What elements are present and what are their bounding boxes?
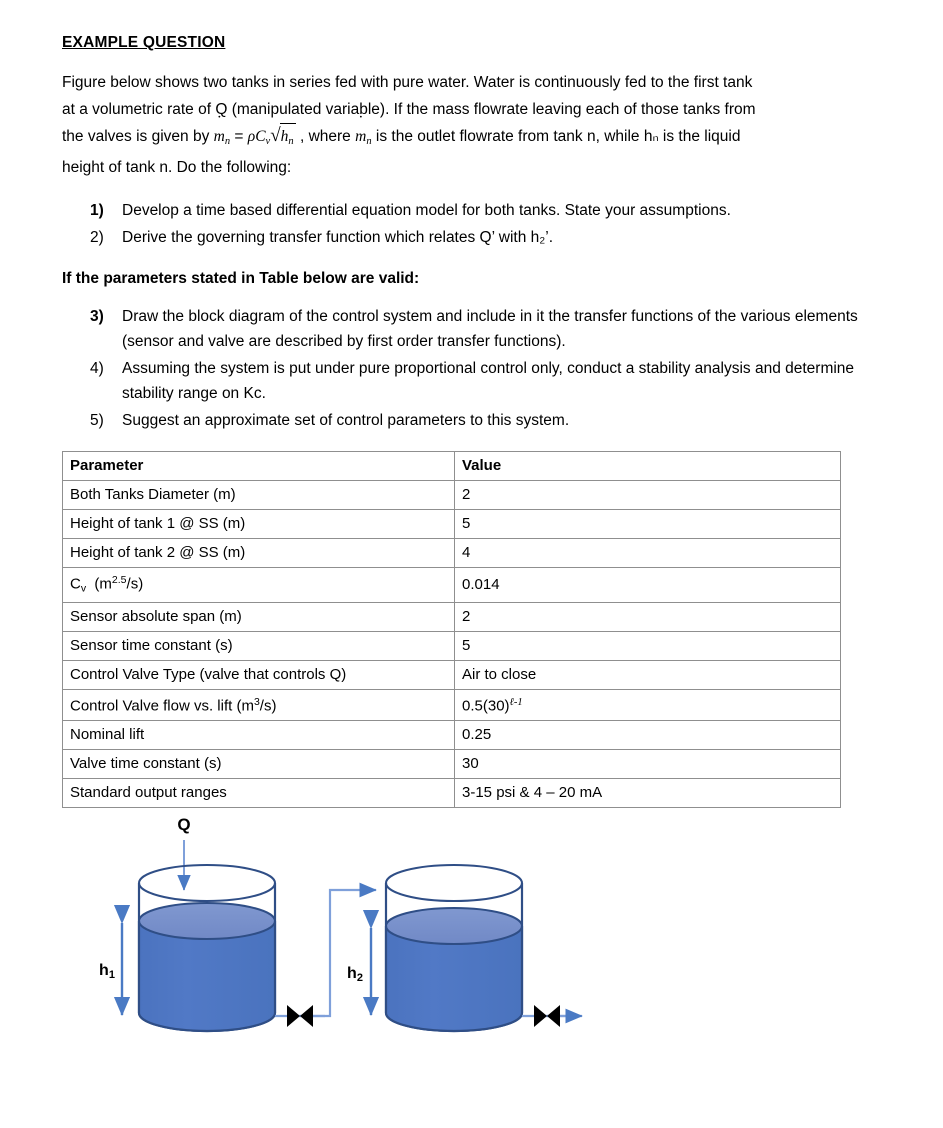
- list-item-number: 1): [90, 201, 104, 219]
- table-row: [63, 480, 841, 509]
- tank-2-height-dimension: [347, 928, 371, 1015]
- intro-line-3-mid: , where: [299, 128, 351, 145]
- table-cell-parameter: Control Valve flow vs. lift $(m^3/s)$: [63, 690, 455, 720]
- page-title: EXAMPLE QUESTION: [62, 34, 226, 51]
- list-item-label: Draw the block diagram of the control system and include in it the transfer functions of the various elements (sensor and valve are described by first order transfer functions).: [122, 307, 858, 350]
- valve-2-icon: [534, 1005, 560, 1027]
- table-row: [63, 690, 841, 720]
- table-cell-parameter: Control Valve Type (valve that controls Q): [63, 661, 455, 690]
- inlet-flow-label: Q: [177, 814, 191, 834]
- table-row: [63, 509, 841, 538]
- table-row: [63, 661, 841, 690]
- table-cell-parameter: Height of tank 1 @ SS (m): [63, 509, 455, 538]
- list-item-number: 4): [90, 359, 104, 377]
- list-item-number: 5): [90, 411, 104, 429]
- list-item-label: Assuming the system is put under pure proportional control only, conduct a stability analysis and determine stability range on Kc.: [122, 359, 855, 402]
- table-row: [63, 567, 841, 602]
- list-item: [62, 225, 883, 250]
- tank-2-liquid-surface: [386, 908, 522, 944]
- table-cell-value: 4: [455, 538, 841, 567]
- parameters-table: [62, 451, 841, 808]
- list-item: [62, 198, 883, 223]
- intro-paragraph: [62, 70, 883, 182]
- list-item-number: 3): [90, 307, 104, 325]
- table-row: [63, 632, 841, 661]
- table-row: [63, 778, 841, 807]
- pipe-segment-to-tank2: [300, 890, 376, 1016]
- table-cell-value: 2: [455, 603, 841, 632]
- list-item-label: Suggest an approximate set of control parameters to this system.: [122, 411, 570, 429]
- intro-line-3-pre: the valves is given by: [62, 128, 210, 145]
- connecting-pipe-tank1-to-tank2: [275, 890, 376, 1016]
- table-row: [63, 603, 841, 632]
- table-cell-parameter: $C_v$ $(m^{2.5}/s)$: [63, 567, 455, 602]
- list-item-label: Develop a time based differential equation model for both tanks. State your assumptions.: [122, 201, 731, 219]
- table-header-value: Value: [455, 451, 841, 480]
- tank-1-liquid-surface: [139, 903, 275, 939]
- table-header-row: [63, 451, 841, 480]
- table-cell-parameter: Height of tank 2 @ SS (m): [63, 538, 455, 567]
- table-cell-value: 30: [455, 749, 841, 778]
- list-item: [62, 304, 883, 354]
- table-cell-parameter: Valve time constant (s): [63, 749, 455, 778]
- valve-1-icon: [287, 1005, 313, 1027]
- table-cell-value: 3-15 psi & 4 – 20 mA: [455, 778, 841, 807]
- tank-2: [386, 865, 522, 1031]
- mass-flowrate-equation: ˙ $m_n = \rho C_v√h_n$: [214, 128, 296, 145]
- table-cell-value: $0.5(30)^{\ell-1}$: [455, 690, 841, 720]
- two-tanks-in-series-diagram: [0, 808, 943, 1128]
- tank-1: [139, 865, 275, 1031]
- table-row: [63, 720, 841, 749]
- tank-2-top-rim: [386, 865, 522, 901]
- questions-list-part-1: [62, 198, 883, 250]
- table-cell-parameter: Sensor time constant (s): [63, 632, 455, 661]
- table-cell-value: 5: [455, 509, 841, 538]
- table-cell-parameter: Both Tanks Diameter (m): [63, 480, 455, 509]
- tank-1-height-label: h1: [99, 961, 115, 981]
- intro-line-4: height of tank n. Do the following:: [62, 159, 292, 177]
- intro-line-1: Figure below shows two tanks in series fed with pure water. Water is continuously fed to the first tank: [62, 74, 753, 91]
- intro-line-3-post: is the outlet flowrate from tank n, while hₙ is the liquid: [375, 128, 741, 145]
- table-cell-value: Air to close: [455, 661, 841, 690]
- table-cell-parameter: Standard output ranges: [63, 778, 455, 807]
- tank-1-top-rim: [139, 865, 275, 901]
- conditions-heading: If the parameters stated in Table below are valid:: [62, 269, 420, 287]
- list-item: [62, 408, 883, 433]
- table-cell-value: 2: [455, 480, 841, 509]
- intro-line-2: at a volumetric rate of Q (manipulated variable). If the mass flowrate leaving each of those tanks from: [62, 100, 756, 118]
- table-cell-value: 0.014: [455, 567, 841, 602]
- list-item-number: 2): [90, 228, 104, 246]
- tank-1-height-dimension: [99, 923, 122, 1015]
- list-item: [62, 356, 883, 406]
- table-cell-parameter: Nominal lift: [63, 720, 455, 749]
- mass-flowrate-symbol: ˙ $m_n$: [355, 128, 371, 145]
- table-row: [63, 538, 841, 567]
- questions-list-part-2: [62, 304, 883, 433]
- table-header-parameter: Parameter: [63, 451, 455, 480]
- table-cell-parameter: Sensor absolute span (m): [63, 603, 455, 632]
- table-cell-value: 5: [455, 632, 841, 661]
- list-item-label: Derive the governing transfer function which relates Q’ with h₂’.: [122, 228, 554, 246]
- tank-2-height-label: h2: [347, 964, 363, 984]
- table-row: [63, 749, 841, 778]
- table-cell-value: 0.25: [455, 720, 841, 749]
